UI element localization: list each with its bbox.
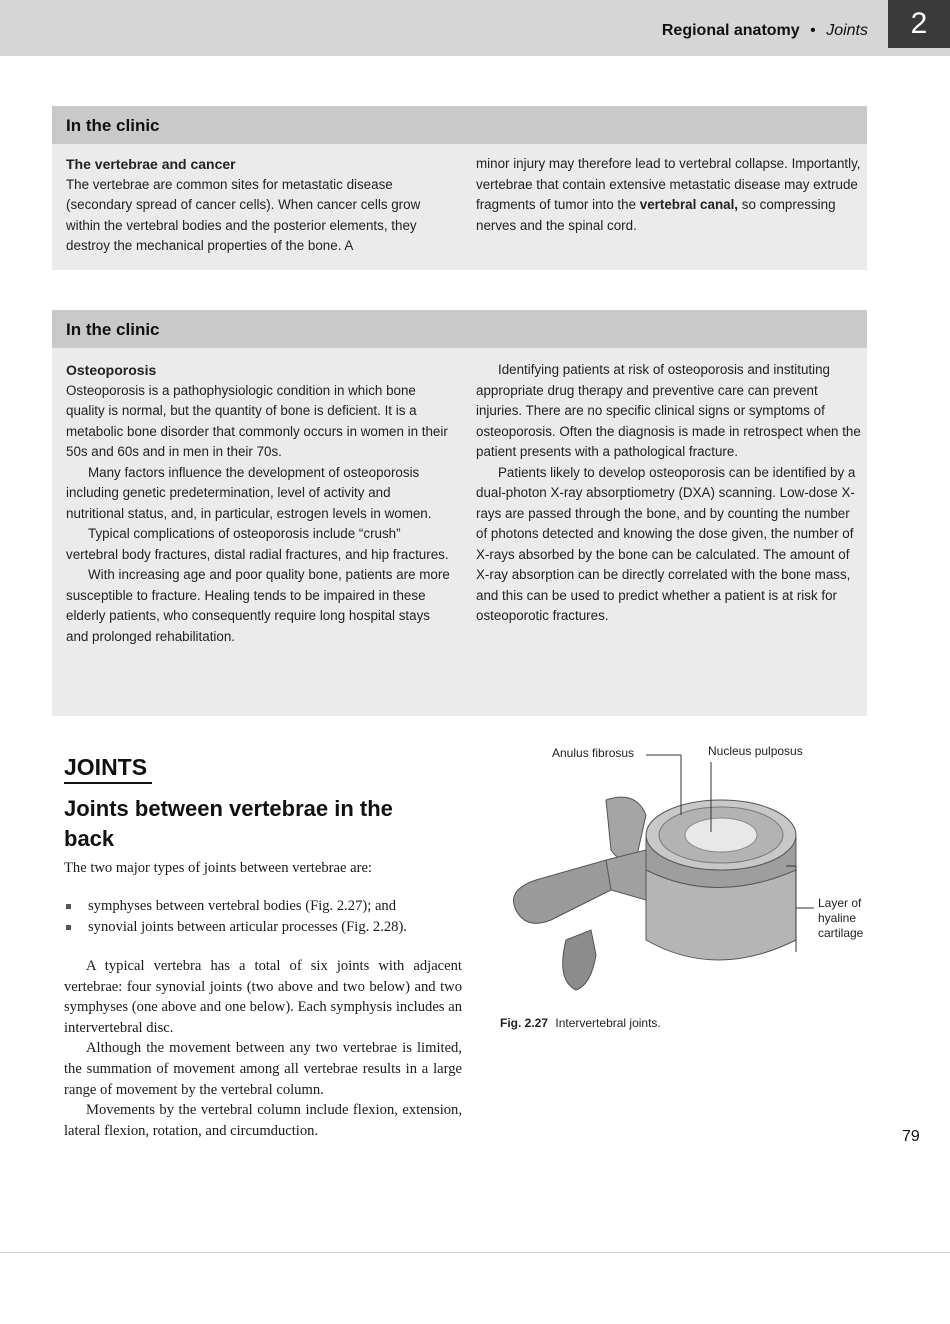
page-divider — [0, 1252, 950, 1253]
clinic-box-cancer — [52, 106, 867, 270]
section-heading: JOINTS — [64, 754, 148, 780]
body-paragraph: Although the movement between any two vertebrae is limited, the summation of movement among all vertebrae results in a large range of movement by the vertebral column. — [64, 1040, 462, 1098]
clinic-box-osteoporosis — [52, 310, 867, 716]
body-text: The two major types of joints between vertebrae are: — [64, 860, 372, 876]
clinic-title: The vertebrae and cancer — [66, 156, 236, 172]
figure-caption-text: Intervertebral joints. — [555, 1016, 661, 1030]
clinic-text: so compressing nerves and the spinal cord. — [476, 197, 836, 233]
header-section: Regional anatomy — [661, 22, 800, 39]
list-item — [64, 917, 462, 938]
clinic-box-header — [52, 310, 867, 348]
figure-intervertebral-joints — [496, 740, 866, 1040]
clinic-paragraph: Identifying patients at risk of osteoporosis and instituting appropriate drug therapy and preventive care can prevent injuries. There are no specific clinical signs or symptoms of osteoporosis. Often the diagnosis is made in retrospect when the patient presents with a pathological fracture. — [476, 362, 861, 459]
list-item-text: symphyses between vertebral bodies (Fig. 2.27); and — [88, 898, 397, 914]
list-item — [64, 896, 462, 917]
heading-underline — [64, 782, 152, 784]
bullet-list — [64, 896, 462, 937]
figure-number: Fig. 2.27 — [500, 1016, 549, 1030]
clinic-heading: In the clinic — [66, 116, 160, 135]
clinic-right-column — [476, 154, 861, 236]
bullet-marker — [66, 904, 71, 909]
clinic-paragraph: The vertebrae are common sites for metastatic disease (secondary spread of cancer cells). When cancer cells grow within the vertebral bodies and the posterior elements, they destroy the mechanical properties of the bone. A — [66, 176, 421, 253]
list-item-text: synovial joints between articular processes (Fig. 2.28). — [88, 918, 407, 935]
vertebra-illustration — [496, 740, 866, 1010]
clinic-title: Osteoporosis — [66, 362, 157, 378]
clinic-paragraph: Patients likely to develop osteoporosis can be identified by a dual-photon X-ray absorptiometry (DXA) scanning. Low-dose X-rays are passed through the bone, and by counting the number of photons detected and knowing the dose given, the number of X-rays absorbed by the bone can be calculated. The amount of X-ray absorption can be directly correlated with the bone mass, and this can be used to predict whether a patient is at risk for osteoporotic fractures. — [476, 464, 856, 623]
label-nucleus-pulposus: Nucleus pulposus — [708, 744, 803, 758]
label-anulus-fibrosus: Anulus fibrosus — [552, 746, 635, 760]
label-hyaline-cartilage: Layer of hyaline cartilage — [818, 896, 864, 940]
chapter-tab: 2 — [888, 0, 950, 48]
subsection-heading: Joints between vertebrae in the back — [64, 796, 393, 851]
page-number: 79 — [902, 1128, 920, 1145]
clinic-paragraph: Many factors influence the development of osteoporosis including genetic predetermination, level of activity and nutritional status, and, in particular, estrogen levels in women. — [66, 464, 432, 521]
header-subsection: Joints — [826, 22, 868, 39]
header-title — [662, 22, 868, 40]
clinic-right-column — [476, 360, 861, 627]
clinic-box-header — [52, 106, 867, 144]
body-column — [64, 956, 462, 1141]
clinic-heading: In the clinic — [66, 320, 160, 339]
header-separator: • — [810, 22, 816, 39]
clinic-bold-term: vertebral canal, — [639, 197, 739, 212]
clinic-paragraph: Osteoporosis is a pathophysiologic condition in which bone quality is normal, but the quantity of bone is deficient. It is a metabolic bone disorder that commonly occurs in women in their 50s and 60s and in men in their 70s. — [66, 382, 448, 459]
clinic-paragraph — [476, 154, 861, 236]
clinic-left-column — [66, 154, 451, 257]
clinic-left-column — [66, 360, 451, 647]
clinic-text: minor injury may therefore lead to vertebral collapse. Importantly, vertebrae that contain extensive metastatic disease may extrude fragments of tumor into the — [476, 156, 861, 212]
body-paragraph: A typical vertebra has a total of six joints with adjacent vertebrae: four synovial joints (two above and two below) and two symphyses (one above and one below). Each symphysis includes an intervertebral disc. — [64, 958, 462, 1036]
clinic-paragraph: Typical complications of osteoporosis include “crush” vertebral body fractures, distal radial fractures, and hip fractures. — [66, 526, 449, 562]
clinic-paragraph: With increasing age and poor quality bone, patients are more susceptible to fracture. Healing tends to be impaired in these elderly patients, who consequently require long hospital stays and prolonged rehabilitation. — [66, 567, 450, 644]
body-paragraph: Movements by the vertebral column include flexion, extension, lateral flexion, rotation, and circumduction. — [64, 1102, 462, 1139]
intro-paragraph — [64, 858, 462, 879]
figure-caption — [500, 1016, 661, 1030]
bullet-marker — [66, 925, 71, 930]
